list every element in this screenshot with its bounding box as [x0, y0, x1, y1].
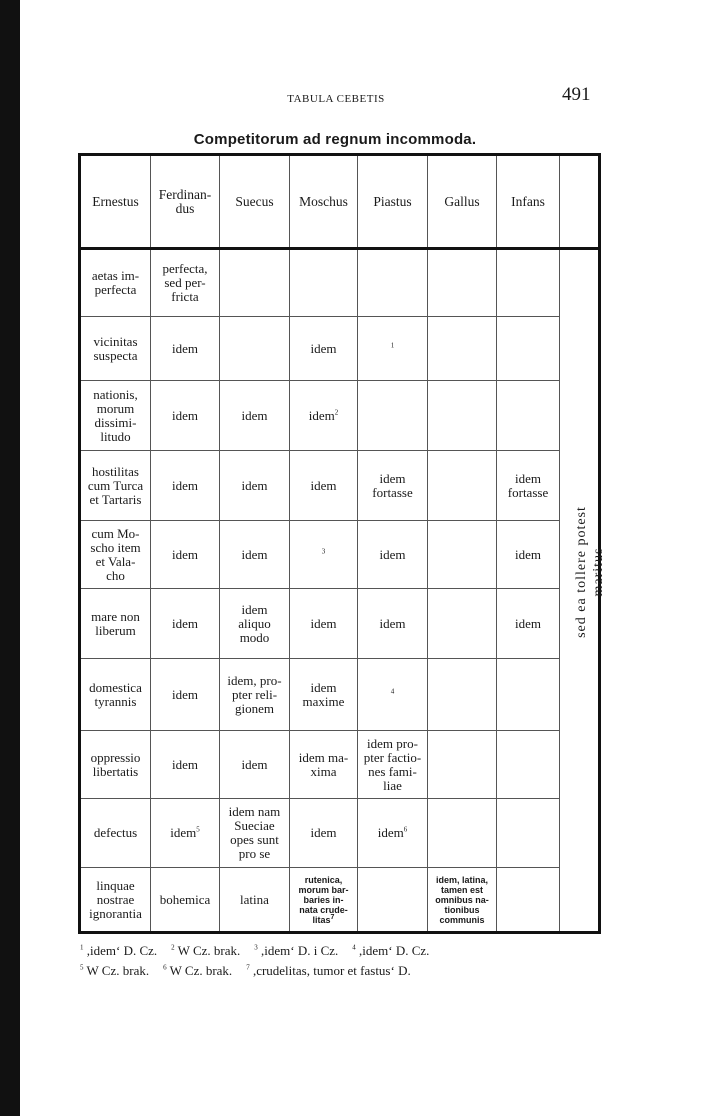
- footnotes: [80, 941, 620, 981]
- table-cell: idem$^2$: [290, 381, 358, 451]
- table-cell: rutenica, morum bar- baries in- nata crude- litas$^7$: [290, 868, 358, 933]
- table-cell: [428, 521, 497, 589]
- table-cell: idem: [151, 521, 220, 589]
- table-cell: idem, pro- pter reli- gionem: [220, 659, 290, 731]
- incommoda-table: [78, 153, 601, 934]
- table-cell: idem$^6$: [358, 799, 428, 868]
- table-cell: idem ma- xima: [290, 731, 358, 799]
- table-cell: idem pro- pter factio- nes fami- liae: [358, 731, 428, 799]
- side-column-cell: [560, 249, 600, 317]
- table-cell: [358, 381, 428, 451]
- table-cell: idem, latina, tamen est omnibus na- tionibus communis: [428, 868, 497, 933]
- side-column-cell: [560, 731, 600, 799]
- table-cell: idem: [358, 521, 428, 589]
- table-cell: [358, 868, 428, 933]
- row-label: hostilitas cum Turca et Tartaris: [80, 451, 151, 521]
- table-cell: bohemica: [151, 868, 220, 933]
- footnote: $^6$ W Cz. brak.: [163, 963, 233, 978]
- table-cell: idem fortasse: [358, 451, 428, 521]
- table-row: [80, 451, 600, 521]
- table-cell: [428, 317, 497, 381]
- table-cell: idem: [151, 589, 220, 659]
- footnote: $^7$ ,crudelitas, tumor et fastus‘ D.: [246, 963, 411, 978]
- table-cell: [428, 249, 497, 317]
- side-column-cell: [560, 659, 600, 731]
- table-row: [80, 731, 600, 799]
- table-cell: idem: [497, 521, 560, 589]
- row-label: oppressio libertatis: [80, 731, 151, 799]
- table-row: [80, 249, 600, 317]
- side-column-cell: [560, 381, 600, 451]
- table-cell: 3: [290, 521, 358, 589]
- table-cell: [428, 731, 497, 799]
- table-cell: [358, 249, 428, 317]
- table-cell: idem: [151, 317, 220, 381]
- table-cell: [497, 317, 560, 381]
- side-note-text: sed ea tollere potest maritus: [574, 506, 606, 638]
- row-label: nationis, morum dissimi- litudo: [80, 381, 151, 451]
- table-cell: idem: [290, 799, 358, 868]
- column-header: Infans: [497, 155, 560, 249]
- footnote: $^2$ W Cz. brak.: [171, 943, 241, 958]
- table-cell: latina: [220, 868, 290, 933]
- table-cell: [428, 381, 497, 451]
- footnote-line: [80, 961, 620, 981]
- table-cell: idem: [220, 451, 290, 521]
- side-column-cell: [560, 799, 600, 868]
- scan-edge-bar: [0, 0, 20, 1116]
- table-cell: idem: [290, 317, 358, 381]
- table-cell: [497, 249, 560, 317]
- row-label: vicinitas suspecta: [80, 317, 151, 381]
- page-number: 491: [562, 84, 591, 105]
- table-cell: idem: [151, 381, 220, 451]
- table-row: [80, 659, 600, 731]
- table-cell: [497, 659, 560, 731]
- table-row: [80, 381, 600, 451]
- table-cell: 1: [358, 317, 428, 381]
- table-cell: [428, 589, 497, 659]
- table-cell: idem$^5$: [151, 799, 220, 868]
- table-cell: [497, 731, 560, 799]
- table-cell: idem: [220, 381, 290, 451]
- column-header: Piastus: [358, 155, 428, 249]
- table-cell: perfecta, sed per- fricta: [151, 249, 220, 317]
- table-cell: idem: [151, 659, 220, 731]
- column-header: Suecus: [220, 155, 290, 249]
- footnote: $^5$ W Cz. brak.: [80, 963, 150, 978]
- running-head: TABULA CEBETIS: [287, 93, 385, 105]
- row-label: linquae nostrae ignorantia: [80, 868, 151, 933]
- column-header: Ferdinan- dus: [151, 155, 220, 249]
- table-row: [80, 868, 600, 933]
- table-cell: idem aliquo modo: [220, 589, 290, 659]
- table-cell: idem: [220, 731, 290, 799]
- row-label: defectus: [80, 799, 151, 868]
- row-label: cum Mo- scho item et Vala- cho: [80, 521, 151, 589]
- table-cell: 4: [358, 659, 428, 731]
- table-cell: idem: [497, 589, 560, 659]
- table-cell: idem: [290, 589, 358, 659]
- table-cell: idem: [151, 731, 220, 799]
- table-cell: idem maxime: [290, 659, 358, 731]
- table-cell: [290, 249, 358, 317]
- column-header: Gallus: [428, 155, 497, 249]
- table-cell: idem: [220, 521, 290, 589]
- side-column-cell: [560, 317, 600, 381]
- table-row: [80, 589, 600, 659]
- table-cell: [428, 799, 497, 868]
- table-cell: [497, 799, 560, 868]
- table-cell: [220, 249, 290, 317]
- column-header: Moschus: [290, 155, 358, 249]
- table-cell: idem: [358, 589, 428, 659]
- footnote: $^1$ ,idem‘ D. Cz.: [80, 943, 158, 958]
- row-label: domestica tyrannis: [80, 659, 151, 731]
- footnote: $^4$ ,idem‘ D. Cz.: [352, 943, 430, 958]
- side-column-cell: [560, 868, 600, 933]
- table-cell: idem fortasse: [497, 451, 560, 521]
- table-title: Competitorum ad regnum incommoda.: [193, 131, 477, 148]
- footnote-line: [80, 941, 620, 961]
- row-label: aetas im- perfecta: [80, 249, 151, 317]
- header-row: [80, 155, 600, 249]
- row-label: mare non liberum: [80, 589, 151, 659]
- table-row: [80, 799, 600, 868]
- column-header: Ernestus: [80, 155, 151, 249]
- side-note: [574, 506, 606, 638]
- table-cell: [497, 868, 560, 933]
- table-row: [80, 521, 600, 589]
- table-cell: [497, 381, 560, 451]
- table-cell: idem nam Sueciae opes sunt pro se: [220, 799, 290, 868]
- table-cell: [220, 317, 290, 381]
- table-row: [80, 317, 600, 381]
- column-header: [560, 155, 600, 249]
- table-cell: [428, 451, 497, 521]
- table-cell: [428, 659, 497, 731]
- table-cell: idem: [290, 451, 358, 521]
- footnote: $^3$ ,idem‘ D. i Cz.: [254, 943, 339, 958]
- table-cell: idem: [151, 451, 220, 521]
